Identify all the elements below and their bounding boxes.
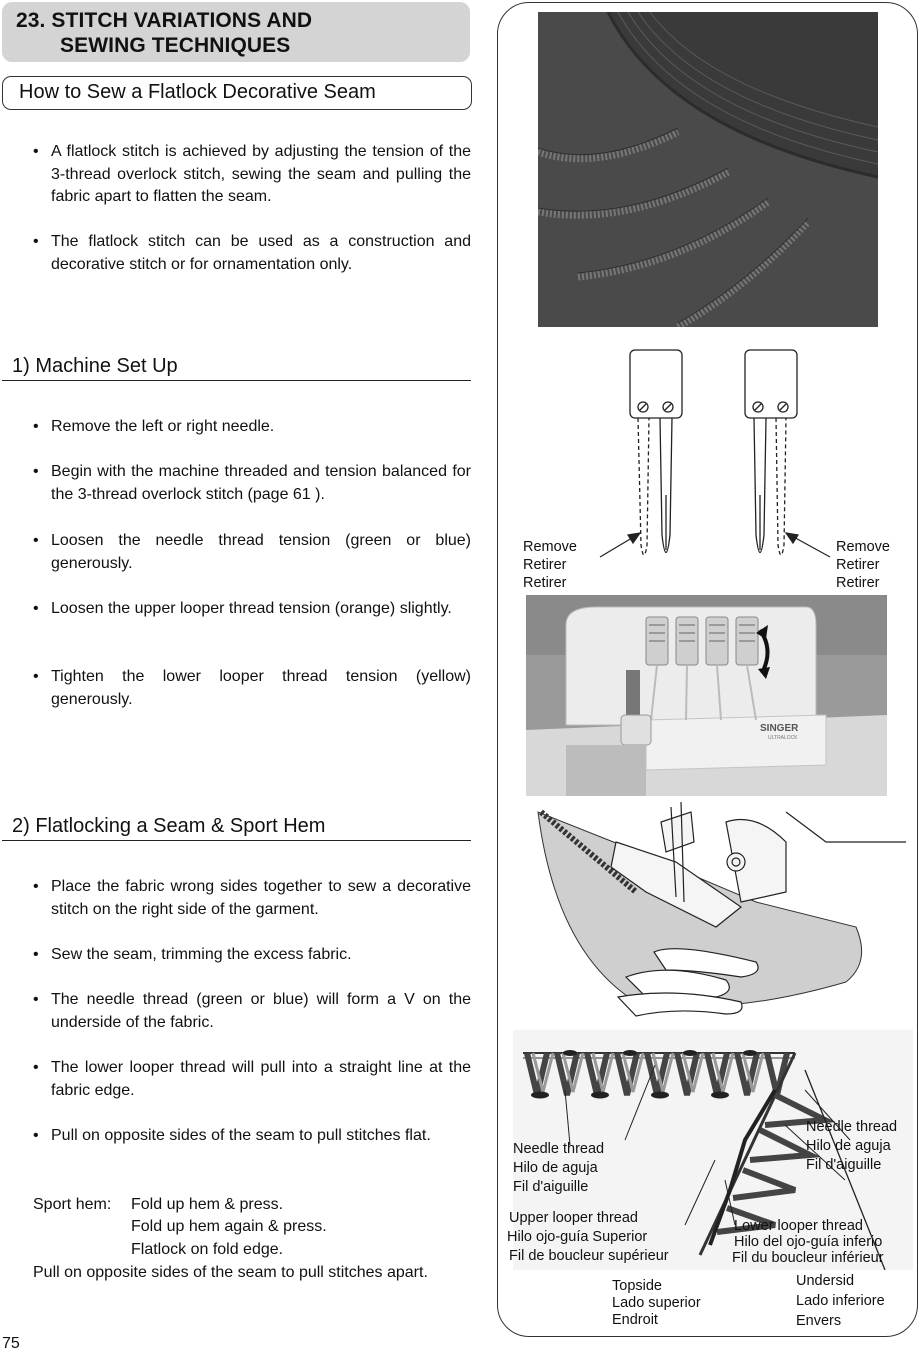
- flatlock-bullet-2: • Sew the seam, trimming the excess fabric.: [33, 946, 352, 963]
- needle-thread-label-left-en: Needle thread: [513, 1141, 605, 1157]
- underside-label-es: Lado inferiore: [796, 1293, 885, 1309]
- upper-looper-label-es: Hilo ojo-guía Superior: [507, 1229, 648, 1245]
- needle-thread-label-right-en: Needle thread: [806, 1119, 898, 1135]
- sport-hem-step-1: Fold up hem & press.: [131, 1196, 284, 1213]
- needle-thread-label-right-es: Hilo de aguja: [806, 1138, 891, 1154]
- setup-bullet-4: • Loosen the upper looper thread tension (orange) slightly.: [33, 600, 452, 617]
- topside-label-es: Lado superior: [612, 1295, 701, 1311]
- setup-bullet-1: • Remove the left or right needle.: [33, 418, 275, 435]
- underside-label-en: Undersid: [796, 1273, 855, 1289]
- machine-tension-photo: [526, 595, 887, 796]
- upper-looper-label-en: Upper looper thread: [509, 1210, 638, 1226]
- topside-label-en: Topside: [612, 1278, 662, 1294]
- intro-bullet-1: • A flatlock stitch is achieved by adjusting the tension of the 3-thread overlock stitch, sewing the seam and pulling the fabric apart to flatten the seam.: [33, 143, 471, 205]
- underside-label-fr: Envers: [796, 1313, 842, 1329]
- flatlock-bullet-4: • The lower looper thread will pull into a straight line at the fabric edge.: [33, 1059, 471, 1099]
- setup-bullet-5: • Tighten the lower looper thread tension (yellow) generously.: [33, 668, 471, 708]
- remove-label-left-fr: Retirer: [523, 557, 567, 573]
- needle-thread-label-right-fr: Fil d'aiguille: [806, 1157, 882, 1173]
- remove-label-right-fr: Retirer: [836, 557, 880, 573]
- flatlock-bullet-1: • Place the fabric wrong sides together to sew a decorative stitch on the right side of the garment.: [33, 878, 471, 918]
- lower-looper-label-es: Hilo del ojo-guía inferio: [734, 1234, 883, 1250]
- needle-thread-label-left-fr: Fil d'aiguille: [513, 1179, 589, 1195]
- flatlock-bullet-3: • The needle thread (green or blue) will form a V on the underside of the fabric.: [33, 991, 471, 1031]
- section-title-banner: [2, 2, 470, 62]
- sewing-foot-illustration: [526, 802, 906, 1027]
- needle-thread-label-left-es: Hilo de aguja: [513, 1160, 598, 1176]
- subtitle: How to Sew a Flatlock Decorative Seam: [19, 81, 376, 103]
- sweatshirt-flatlock-photo: [538, 12, 878, 327]
- remove-label-left-en: Remove: [523, 539, 577, 555]
- section-title-line-1: 23. STITCH VARIATIONS AND: [16, 9, 313, 32]
- sport-hem-step-3: Flatlock on fold edge.: [131, 1241, 284, 1258]
- closing-instruction: Pull on opposite sides of the seam to pull stitches apart.: [33, 1264, 428, 1281]
- right-needle-clamp: [745, 350, 797, 555]
- machine-model-text: ULTRALOCK: [768, 735, 798, 741]
- flatlock-bullet-5: • Pull on opposite sides of the seam to pull stitches flat.: [33, 1127, 431, 1144]
- remove-arrows: [600, 533, 830, 557]
- lower-looper-label-fr: Fil du boucleur inférieur: [732, 1250, 884, 1266]
- remove-label-right-en: Remove: [836, 539, 890, 555]
- bullet-dot: •: [33, 143, 39, 160]
- sport-hem-label: Sport hem:: [33, 1196, 112, 1213]
- section-2-rule: [2, 840, 471, 841]
- topside-label-fr: Endroit: [612, 1312, 658, 1328]
- section-1-rule: [2, 380, 471, 381]
- remove-label-right-es: Retirer: [836, 575, 880, 591]
- setup-bullet-2: • Begin with the machine threaded and tension balanced for the 3-thread overlock stitch (page 61 ).: [33, 463, 471, 503]
- subtitle-box: [2, 76, 472, 110]
- machine-brand-logo: SINGER: [760, 723, 799, 734]
- upper-looper-label-fr: Fil de boucleur supérieur: [509, 1248, 669, 1264]
- setup-bullet-3: • Loosen the needle thread tension (green or blue) generously.: [33, 532, 471, 572]
- intro-bullet-2: • The flatlock stitch can be used as a construction and decorative stitch or for ornamentation only.: [33, 233, 471, 273]
- section-title-line-2: SEWING TECHNIQUES: [60, 34, 291, 57]
- section-1-heading: 1) Machine Set Up: [12, 355, 178, 377]
- lower-looper-label-en: Lower looper thread: [734, 1218, 863, 1234]
- sport-hem-step-2: Fold up hem again & press.: [131, 1218, 327, 1235]
- remove-label-left-es: Retirer: [523, 575, 567, 591]
- bullet-dot: •: [33, 233, 39, 250]
- page-number: 75: [2, 1335, 20, 1352]
- section-2-heading: 2) Flatlocking a Seam & Sport Hem: [12, 815, 326, 837]
- left-needle-clamp: [630, 350, 682, 555]
